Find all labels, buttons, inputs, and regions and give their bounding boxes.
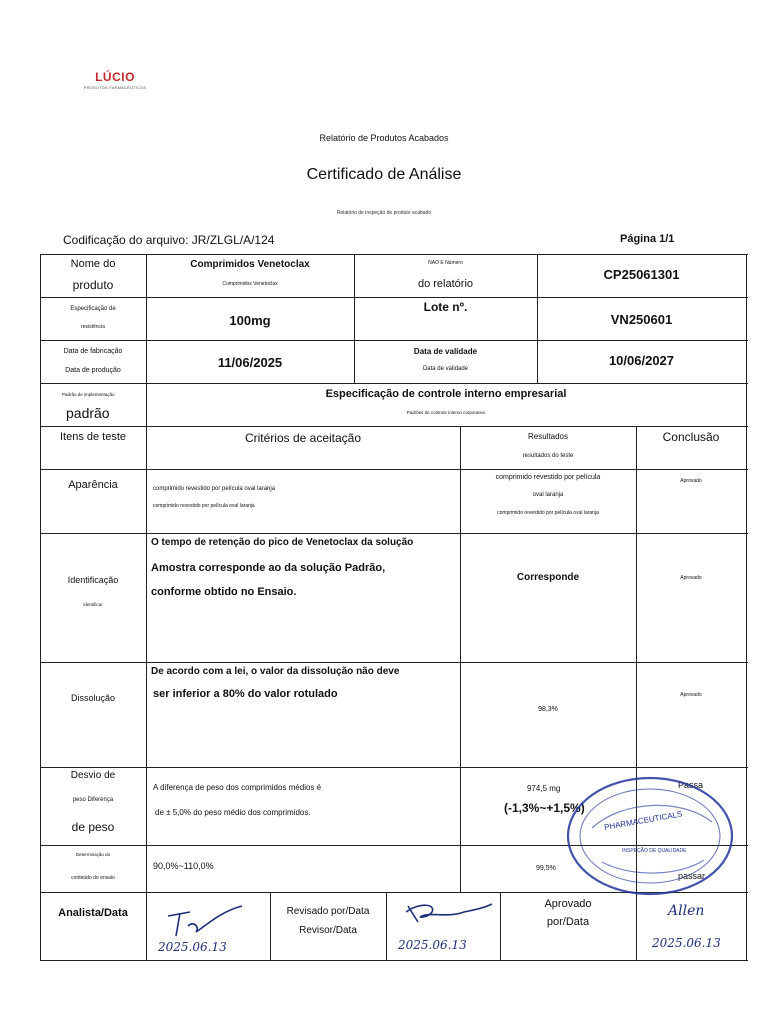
identification-result: Corresponde <box>516 572 580 583</box>
manufacture-date: 11/06/2025 <box>217 355 283 370</box>
analyst-label: Analista/Data <box>58 907 128 919</box>
content-result: 99,5% <box>536 865 556 872</box>
appearance-result-small: comprimido revestido por película oval laranja <box>497 510 599 516</box>
approver-signature: Allen <box>668 903 705 919</box>
lot-label: Lote nº. <box>423 300 468 314</box>
reviewer-signature <box>392 896 502 936</box>
dissolution-criteria-2: ser inferior a 80% do valor rotulado <box>153 688 338 700</box>
dissolution-conclusion: Aprovado <box>680 692 702 698</box>
appearance-conclusion: Aprovado <box>680 478 702 484</box>
logo-subtitle: PRODUTOS FARMACÊUTICOS <box>83 85 147 90</box>
appearance-result-2: oval laranja <box>532 492 564 498</box>
identification-conclusion: Aprovado <box>680 575 702 581</box>
dissolution-criteria-1: De acordo com a lei, o valor da dissolução não deve <box>151 666 400 677</box>
expiry-date: 10/06/2027 <box>608 353 675 368</box>
standard-value: Especificação de controle interno empresarial <box>325 388 567 400</box>
report-type: Relatório de Produtos Acabados <box>319 133 449 143</box>
logo-name: LÚCIO <box>95 70 135 84</box>
approver-label-2: por/Data <box>546 916 590 928</box>
reviewer-date: 2025.06.13 <box>398 938 467 952</box>
weight-result-2: (-1,3%~+1,5%) <box>504 801 585 815</box>
standard-label: padrão <box>66 405 110 421</box>
standard-value-small: Padrões de controle interno corporativo <box>406 410 486 415</box>
strength-value: 100mg <box>229 313 271 328</box>
header-conclusion: Conclusão <box>662 430 720 444</box>
document-subtitle: Relatório de inspeção de produto acabado <box>336 210 432 216</box>
appearance-criteria: comprimido revestido por película oval laranja <box>153 486 276 492</box>
test-appearance-name: Aparência <box>68 479 118 491</box>
document-title: Certificado de Análise <box>306 166 462 183</box>
reviewer-label-2: Revisor/Data <box>299 925 357 936</box>
test-weight-name: Desvio de <box>70 770 116 781</box>
test-dissolution-name: Dissolução <box>70 693 116 703</box>
spec-label-2: resistência <box>81 324 105 330</box>
product-name: Comprimidos Venetoclax <box>190 259 310 270</box>
weight-criteria-1: A diferença de peso dos comprimidos médios é <box>153 783 322 792</box>
dissolution-result: 98,3% <box>538 706 558 713</box>
weight-name-3: de peso <box>71 820 115 834</box>
file-code: Codificação do arquivo: JR/ZLGL/A/124 <box>63 233 275 247</box>
identification-criteria-1: O tempo de retenção do pico de Venetoclax da solução <box>151 537 414 548</box>
quality-stamp <box>562 770 738 902</box>
approver-label: Aprovado <box>544 898 592 910</box>
weight-name-2: peso Diferença <box>72 797 114 803</box>
content-criteria: 90,0%~110,0% <box>153 861 214 871</box>
weight-result-1: 974,5 mg <box>527 784 561 793</box>
identification-criteria-3: conforme obtido no Ensaio. <box>151 586 297 598</box>
product-name-label: Nome do <box>70 258 116 270</box>
content-name-2: conteúdo do ensaio <box>71 875 115 881</box>
lot-number: VN250601 <box>610 312 673 327</box>
reviewer-label: Revisado por/Data <box>286 906 370 917</box>
product-name-label-2: produto <box>72 278 114 292</box>
stamp-text-top: PHARMACEUTICALS <box>603 809 683 832</box>
spec-label: Especificação de <box>70 306 116 312</box>
expiry-date-label: Data de validade <box>413 347 478 356</box>
test-content-name: Determinação do <box>75 852 111 857</box>
header-criteria: Critérios de aceitação <box>244 431 362 445</box>
header-results: Resultados <box>527 432 569 441</box>
stamp-text-center: INSPEÇÃO DE QUALIDADE <box>622 848 687 854</box>
content-conclusion: passar <box>678 871 706 881</box>
identification-criteria-2: Amostra corresponde ao da solução Padrão, <box>151 562 386 574</box>
header-test-items: Itens de teste <box>59 431 127 443</box>
weight-conclusion: Passa <box>678 780 704 790</box>
report-number-label-small: NAO E Número <box>428 260 463 266</box>
production-date-label: Data de produção <box>65 367 121 374</box>
report-number-label: do relatório <box>417 278 474 290</box>
test-identification-name: Identificação <box>67 575 119 585</box>
manufacture-date-label: Data de fabricação <box>63 348 123 355</box>
appearance-criteria-small: comprimido revestido por película oval laranja <box>153 503 255 509</box>
expiry-date-label-2: Data de validade <box>422 366 469 372</box>
product-name-small: Comprimidos Venetoclax <box>222 281 278 287</box>
analyst-date: 2025.06.13 <box>158 940 227 954</box>
identification-name-small: identificar <box>83 602 103 607</box>
appearance-result: comprimido revestido por película <box>495 474 601 481</box>
report-number: CP25061301 <box>603 267 680 282</box>
approver-date: 2025.06.13 <box>652 936 721 950</box>
standard-label-small: Padrão de implementação <box>62 392 115 397</box>
header-results-small: resultados do teste <box>522 453 574 459</box>
weight-criteria-2: de ± 5,0% do peso médio dos comprimidos. <box>155 808 311 817</box>
page-number: Página 1/1 <box>620 233 675 245</box>
